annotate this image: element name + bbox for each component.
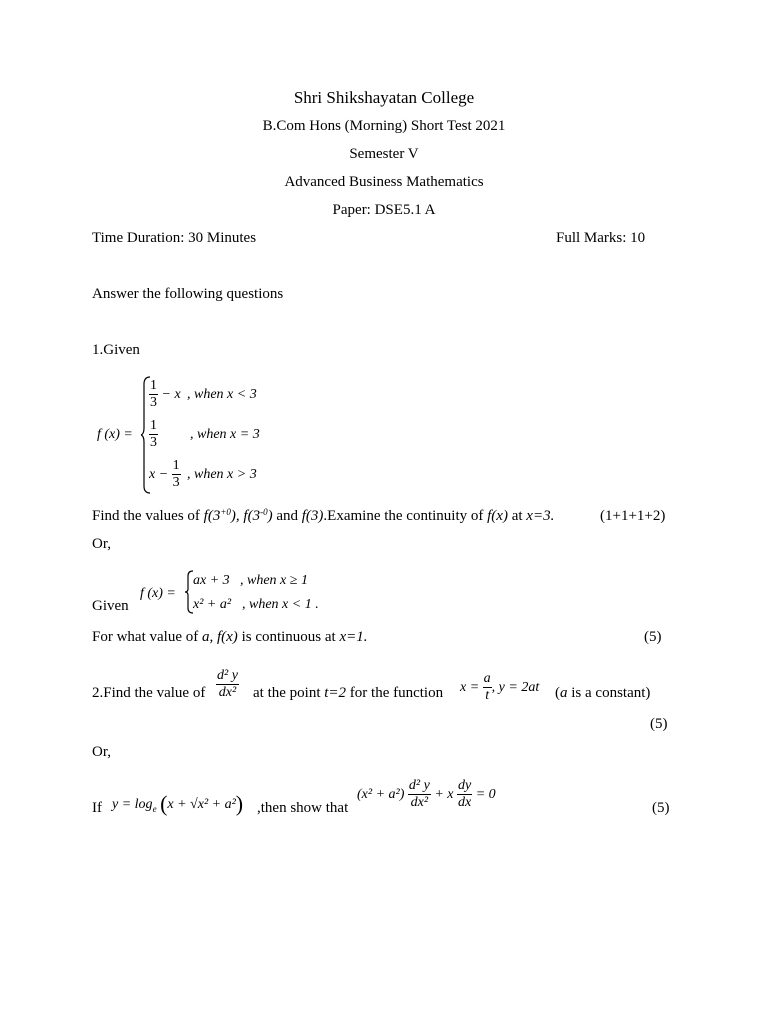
q1-case3-cond: , when x > 3 (187, 467, 257, 482)
q2-y-expr: $y = \log_e (x + √x^2 + a^2)$ (112, 791, 244, 816)
q1-label: 1.Given (92, 342, 140, 358)
q1-case2: $\frac{1}{3}$ (150, 418, 157, 450)
q1-alt-fx: f (x) = (140, 586, 176, 601)
q1-marks: (1+1+1+2) (600, 508, 666, 524)
q2-then: ,then show that (257, 800, 349, 816)
q1-alt-marks: (5) (644, 629, 662, 645)
instruction: Answer the following questions (92, 286, 284, 302)
q1-given: Given (92, 598, 129, 614)
q1-or: Or, (92, 536, 111, 552)
q1-fx: f (x) = (97, 427, 133, 442)
subject: Advanced Business Mathematics (284, 174, 484, 190)
full-marks: Full Marks: 10 (556, 230, 646, 246)
paper-code: Paper: DSE5.1 A (332, 202, 436, 218)
q2-marks: (5) (650, 716, 668, 732)
q1-case1: $\frac{1}{3}$ − x (150, 378, 181, 410)
q1-case1-cond: , when x < 3 (187, 387, 257, 402)
q2-note: (a is a constant) (555, 685, 651, 701)
q2-function: x = $\frac{a}{t}$ , y = 2at (460, 671, 540, 703)
college-name: Shri Shikshayatan College (293, 88, 475, 107)
test-title: B.Com Hons (Morning) Short Test 2021 (262, 118, 506, 134)
q1-find-text: Find the values of $f(3^{+0})$, $f(3^{-0})$ and f(3).Examine the continuity of f(x) at x=3. (92, 507, 555, 524)
semester: Semester V (349, 146, 419, 162)
q1-alt-case1: ax + 3 (193, 573, 230, 588)
q2-text: 2.Find the value of (92, 685, 206, 701)
q2-show-equation: (x² + a²) $\frac{\text{d² y}}{\text{dx²}}$ + x $\frac{dy}{dx}$ = 0 (357, 778, 496, 810)
q1-alt-case2: x² + a² (193, 597, 232, 612)
q1-alt-case1-cond: , when x ≥ 1 (240, 573, 308, 588)
q1-case3: x − $\frac{1}{3}$ (149, 458, 180, 490)
q1-case2-cond: , when x = 3 (190, 427, 260, 442)
q1-alt-case2-cond: , when x < 1 . (242, 597, 319, 612)
time-duration: Time Duration: 30 Minutes (92, 230, 257, 246)
q2-point-text: at the point t=2 for the function (253, 685, 444, 701)
q2-or: Or, (92, 744, 111, 760)
q2-if: If (92, 800, 102, 816)
q2-alt-marks: (5) (652, 800, 670, 816)
q2-derivative: $\frac{\text{d² y}}{\text{dx²}}$ (217, 668, 238, 700)
q1-alt-question: For what value of a, f(x) is continuous at x=1. (92, 629, 368, 645)
